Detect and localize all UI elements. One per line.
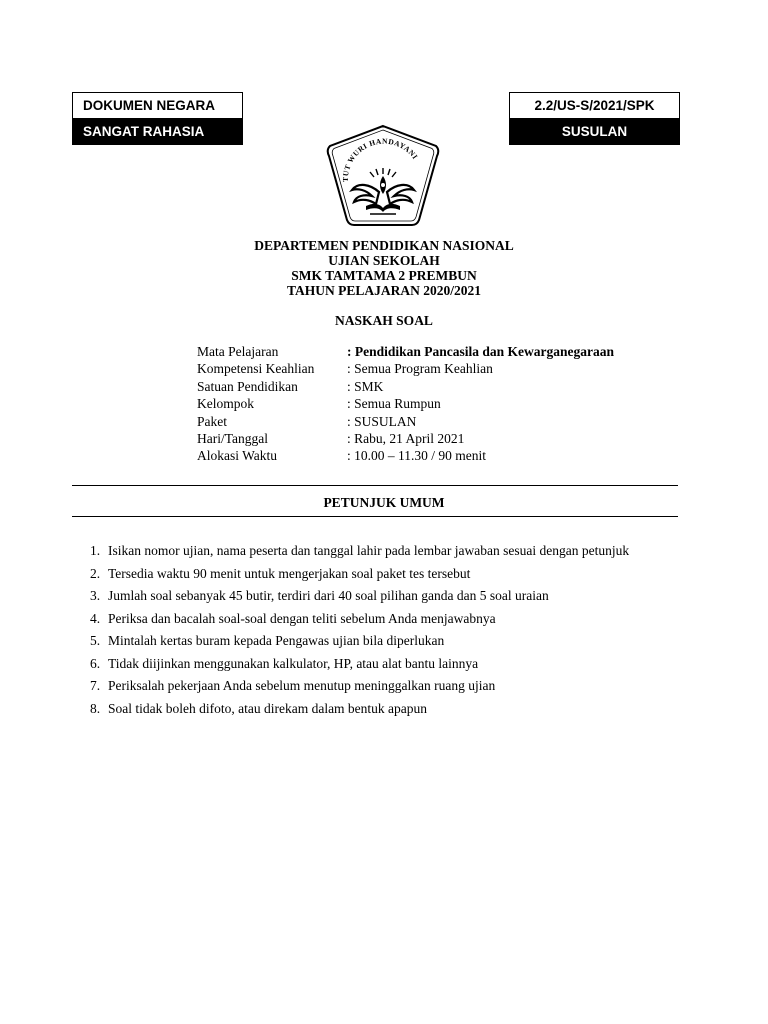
info-label: Mata Pelajaran [197,344,279,359]
list-item [90,540,670,563]
list-item-text: Periksalah pekerjaan Anda sebelum menutup meninggalkan ruang ujian [108,678,496,693]
list-item [90,608,670,631]
info-row [197,447,614,464]
list-item [90,585,670,608]
info-row [197,413,614,430]
document-code: 2.2/US-S/2021/SPK [510,93,679,118]
list-item-text: Jumlah soal sebanyak 45 butir, terdiri dari 40 soal pilihan ganda dan 5 soal uraian [108,588,549,603]
list-item-number: 3. [90,588,101,603]
info-row [197,430,614,447]
list-item-text: Tidak diijinkan menggunakan kalkulator, HP, atau alat bantu lainnya [108,655,479,671]
info-value: : Semua Rumpun [347,396,441,412]
info-label: Paket [197,413,227,429]
document-code-box [509,92,680,145]
logo-text: TUT WURI HANDAYANI [340,136,420,183]
divider-top [72,485,678,486]
info-value: : Semua Program Keahlian [347,361,493,377]
exam-info-table [197,343,614,465]
title-line-school: SMK TAMTAMA 2 PREMBUN [291,268,477,283]
title-line-department: DEPARTEMEN PENDIDIKAN NASIONAL [254,238,514,253]
instruction-list [90,540,670,720]
list-item-number: 8. [90,700,101,716]
document-type-label: DOKUMEN NEGARA [73,93,242,118]
info-label: Alokasi Waktu [197,448,278,464]
secrecy-label: SANGAT RAHASIA [73,118,242,144]
tut-wuri-handayani-emblem-icon [326,124,440,228]
info-label: Kelompok [197,396,254,412]
list-item-number: 4. [90,610,101,626]
divider-bottom [72,516,678,517]
list-item-text: Periksa dan bacalah soal-soal dengan teliti sebelum Anda menjawabnya [108,610,496,626]
classification-box [72,92,243,145]
info-value: : SUSULAN [347,413,417,429]
list-item [90,630,670,653]
info-value: : 10.00 – 11.30 / 90 menit [347,448,486,464]
list-item [90,698,670,721]
list-item-text: Tersedia waktu 90 menit untuk mengerjakan soal paket tes tersebut [108,565,471,581]
title-line-exam: UJIAN SEKOLAH [328,253,440,268]
info-row [197,343,614,360]
list-item-text: Mintalah kertas buram kepada Pengawas ujian bila diperlukan [108,633,445,648]
list-item-text: Isikan nomor ujian, nama peserta dan tanggal lahir pada lembar jawaban sesuai dengan petunjuk [108,543,630,558]
info-value: : SMK [347,378,384,394]
list-item [90,563,670,586]
package-label: SUSULAN [510,118,679,144]
list-item-number: 2. [90,565,101,581]
list-item-number: 5. [90,633,101,648]
list-item-number: 7. [90,678,101,693]
list-item-number: 1. [90,543,101,558]
info-label: Hari/Tanggal [197,430,269,446]
info-row [197,395,614,412]
info-row [197,378,614,395]
naskah-soal-heading: NASKAH SOAL [335,313,433,328]
info-row [197,360,614,377]
svg-text:TUT WURI HANDAYANI [341,137,420,183]
info-value: : Pendidikan Pancasila dan Kewarganegaraan [347,344,615,359]
list-item-text: Soal tidak boleh difoto, atau direkam dalam bentuk apapun [108,700,428,716]
list-item [90,675,670,698]
info-value: : Rabu, 21 April 2021 [347,430,465,446]
info-label: Satuan Pendidikan [197,378,298,394]
list-item-number: 6. [90,655,101,671]
list-item [90,653,670,676]
info-label: Kompetensi Keahlian [197,361,315,377]
document-title [0,238,768,298]
title-line-year: TAHUN PELAJARAN 2020/2021 [286,283,481,298]
petunjuk-umum-heading: PETUNJUK UMUM [323,495,445,510]
